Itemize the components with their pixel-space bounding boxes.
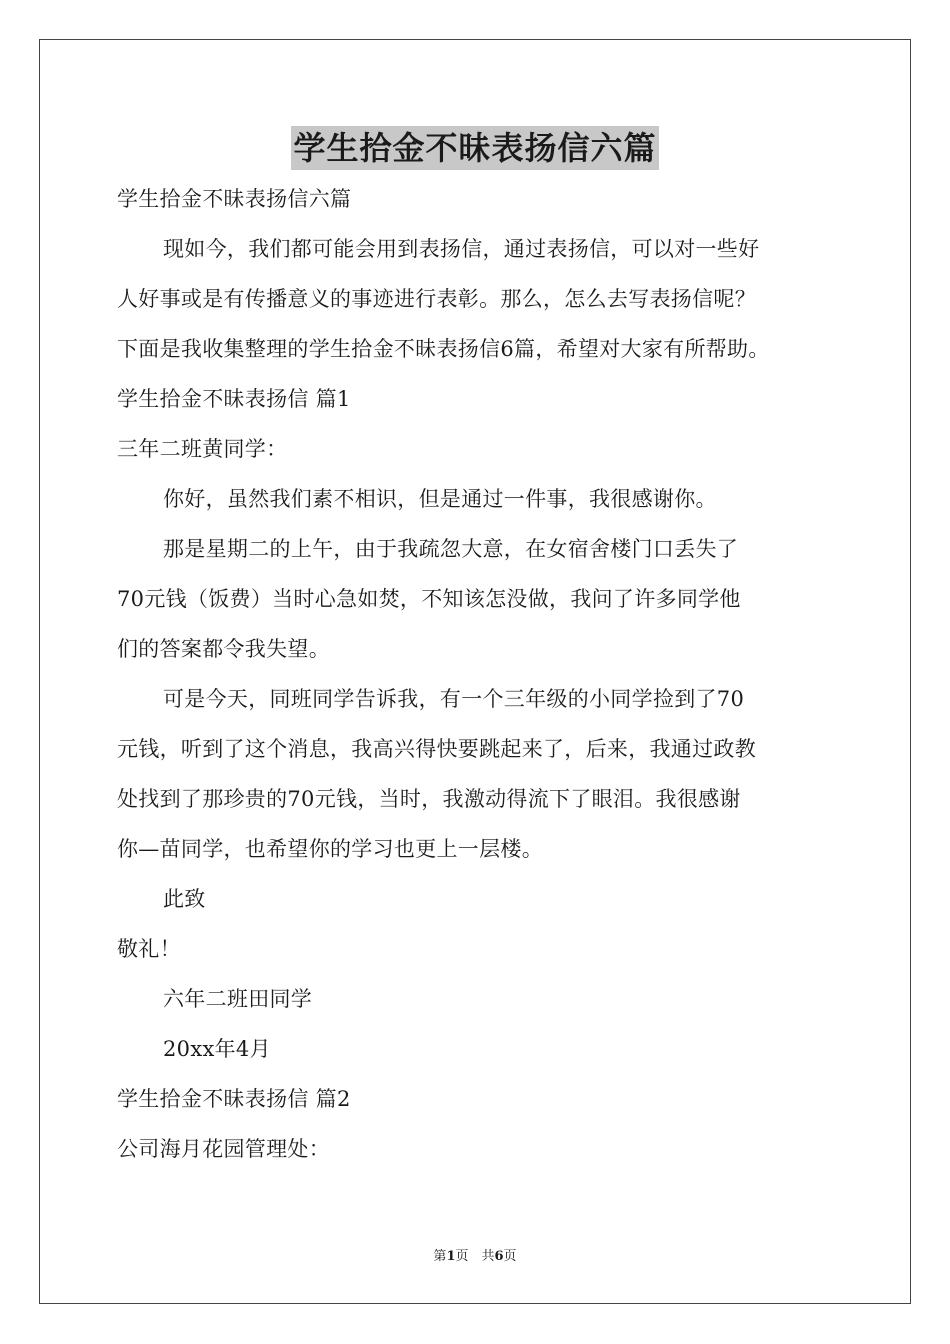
footer-suffix: 页	[503, 1249, 517, 1264]
doc-line-date: 20xx年4月	[163, 1037, 271, 1061]
doc-line-para3-1: 可是今天，同班同学告诉我，有一个三年级的小同学捡到了70	[163, 687, 745, 711]
doc-line-heading-2: 学生拾金不昧表扬信 篇2	[117, 1087, 351, 1111]
doc-line-salutation-2: 公司海月花园管理处：	[117, 1137, 330, 1161]
footer-prefix: 第	[433, 1249, 447, 1264]
doc-line-signature: 六年二班田同学	[163, 987, 313, 1011]
title-container	[0, 126, 950, 170]
doc-line-intro-1: 现如今，我们都可能会用到表扬信，通过表扬信，可以对一些好	[163, 237, 760, 261]
doc-line-para2-1: 那是星期二的上午，由于我疏忽大意，在女宿舍楼门口丢失了	[163, 537, 739, 561]
doc-line-heading-1: 学生拾金不昧表扬信 篇1	[117, 387, 351, 411]
doc-line-greeting: 你好，虽然我们素不相识，但是通过一件事，我很感谢你。	[163, 487, 717, 511]
page-border	[39, 39, 911, 1304]
doc-line-para3-2: 元钱，听到了这个消息，我高兴得快要跳起来了，后来，我通过政教	[117, 737, 756, 761]
doc-line-subtitle: 学生拾金不昧表扬信六篇	[117, 187, 352, 211]
page-footer	[0, 1248, 950, 1266]
doc-line-salutation-1: 三年二班黄同学：	[117, 437, 288, 461]
doc-line-intro-3: 下面是我收集整理的学生拾金不昧表扬信6篇，希望对大家有所帮助。	[117, 337, 770, 361]
footer-page-current: 1	[446, 1249, 456, 1264]
document-title: 学生拾金不昧表扬信六篇	[291, 126, 658, 170]
footer-mid: 页 共	[455, 1249, 495, 1264]
doc-line-para3-4: 你—苗同学，也希望你的学习也更上一层楼。	[117, 837, 543, 861]
doc-line-para2-3: 们的答案都令我失望。	[117, 637, 330, 661]
doc-line-closing-1: 此致	[163, 887, 206, 911]
doc-line-para3-3: 处找到了那珍贵的70元钱，当时，我激动得流下了眼泪。我很感谢	[117, 787, 741, 811]
doc-line-para2-2: 70元钱（饭费）当时心急如焚，不知该怎没做，我问了许多同学他	[117, 587, 741, 611]
doc-line-intro-2: 人好事或是有传播意义的事迹进行表彰。那么，怎么去写表扬信呢？	[117, 287, 756, 311]
doc-line-closing-2: 敬礼！	[117, 937, 181, 961]
footer-page-total: 6	[494, 1249, 504, 1264]
